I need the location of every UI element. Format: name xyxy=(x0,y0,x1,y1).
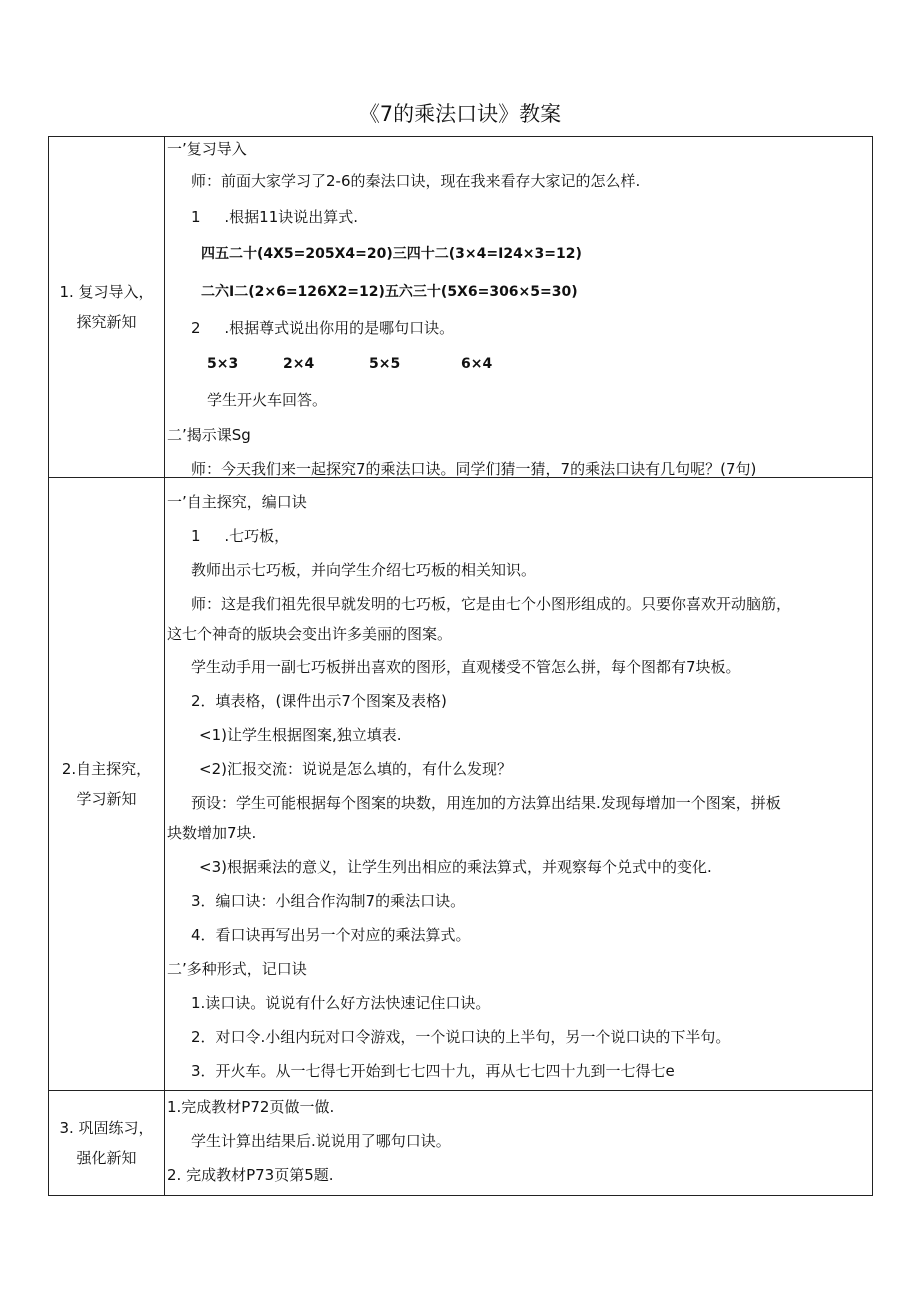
text-line: 学生开火车回答。 xyxy=(207,391,328,409)
text-line: 4．看口诀再写出另一个对应的乘法算式。 xyxy=(191,926,471,944)
text-line: 预设：学生可能根据每个图案的块数，用连加的方法算出结果.发现每增加一个图案，拼板 xyxy=(191,794,781,812)
text-line: 3．开火车。从一七得七开始到七七四十九，再从七七四十九到一七得七e xyxy=(191,1062,675,1080)
text-line: 学生动手用一副七巧板拼出喜欢的图形，直观楼受不管怎么拼，每个图都有7块板。 xyxy=(191,658,741,676)
section-label-line: 探究新知 xyxy=(76,313,137,331)
formula-line: 四五二十(4X5=205X4=20)三四十二(3×4=I24×3=12) xyxy=(201,246,582,262)
section-label-line: 学习新知 xyxy=(76,790,137,808)
section-label xyxy=(49,137,165,478)
expression: 5×3 xyxy=(207,356,239,372)
text-line: 教师出示七巧板，并向学生介绍七巧板的相关知识。 xyxy=(191,561,537,579)
text-line: 2．对口令.小组内玩对口令游戏，一个说口诀的上半句，另一个说口诀的下半句。 xyxy=(191,1028,731,1046)
section-content xyxy=(165,478,873,1091)
text-line: 3．编口诀：小组合作沟制7的乘法口诀。 xyxy=(191,892,466,910)
section-content xyxy=(165,137,873,478)
table-row xyxy=(49,478,873,1091)
formula-line: 二六I二(2×6=126X2=12)五六三十(5X6=306×5=30) xyxy=(201,284,578,300)
expression: 2×4 xyxy=(283,356,315,372)
text-line: <1)让学生根据图案,独立填表. xyxy=(199,726,402,744)
section-heading: 二’揭示课Sg xyxy=(167,426,251,444)
section-heading: 一’自主探究，编口诀 xyxy=(167,493,307,511)
text-line: 学生计算出结果后.说说用了哪句口诀。 xyxy=(191,1132,451,1150)
text-line: <2)汇报交流：说说是怎么填的，有什么发现？ xyxy=(199,760,512,778)
table-row xyxy=(49,137,873,478)
lesson-plan-table xyxy=(48,136,873,1196)
text-line: 1 .根据11诀说出算式. xyxy=(191,208,359,226)
text-line: 师：今天我们来一起探究7的乘法口诀。同学们猜一猜，7的乘法口诀有几句呢？(7句) xyxy=(191,460,757,477)
text-line: 师：前面大家学习了2-6的秦法口诀，现在我来看存大家记的怎么样. xyxy=(191,172,641,190)
text-line: 1.读口诀。说说有什么好方法快速记住口诀。 xyxy=(191,994,491,1012)
text-line: <3)根据乘法的意义，让学生列出相应的乘法算式，并观察每个兑式中的变化. xyxy=(199,858,712,876)
section-heading: 二’多种形式，记口诀 xyxy=(167,960,307,978)
text-line: 这七个神奇的版块会变出许多美丽的图案。 xyxy=(167,625,453,643)
text-line: 2. 完成教材P73页第5题. xyxy=(167,1166,334,1184)
section-label-line: 1. 复习导入， xyxy=(59,283,154,301)
table-row xyxy=(49,1091,873,1196)
section-content xyxy=(165,1091,873,1196)
text-line: 2 .根据尊式说出你用的是哪句口诀。 xyxy=(191,319,455,337)
text-line: 师：这是我们祖先很早就发明的七巧板，它是由七个小图形组成的。只要你喜欢开动脑筋， xyxy=(191,595,792,613)
section-label-line: 强化新知 xyxy=(76,1149,137,1167)
text-line: 1 .七巧板， xyxy=(191,527,290,545)
page-title: 《7的乘法口诀》教案 xyxy=(358,102,562,126)
section-label xyxy=(49,478,165,1091)
text-line: 2．填表格，(课件出示7个图案及表格) xyxy=(191,692,447,710)
section-heading: 一’复习导入 xyxy=(167,140,247,158)
section-label-line: 3. 巩固练习， xyxy=(59,1119,154,1137)
text-line: 块数增加7块. xyxy=(167,824,257,842)
expression: 5×5 xyxy=(369,356,401,372)
expression: 6×4 xyxy=(461,356,493,372)
expression-row xyxy=(167,354,872,374)
section-label-line: 2.自主探究， xyxy=(61,760,152,778)
section-label xyxy=(49,1091,165,1196)
text-line: 1.完成教材P72页做一做. xyxy=(167,1098,335,1116)
